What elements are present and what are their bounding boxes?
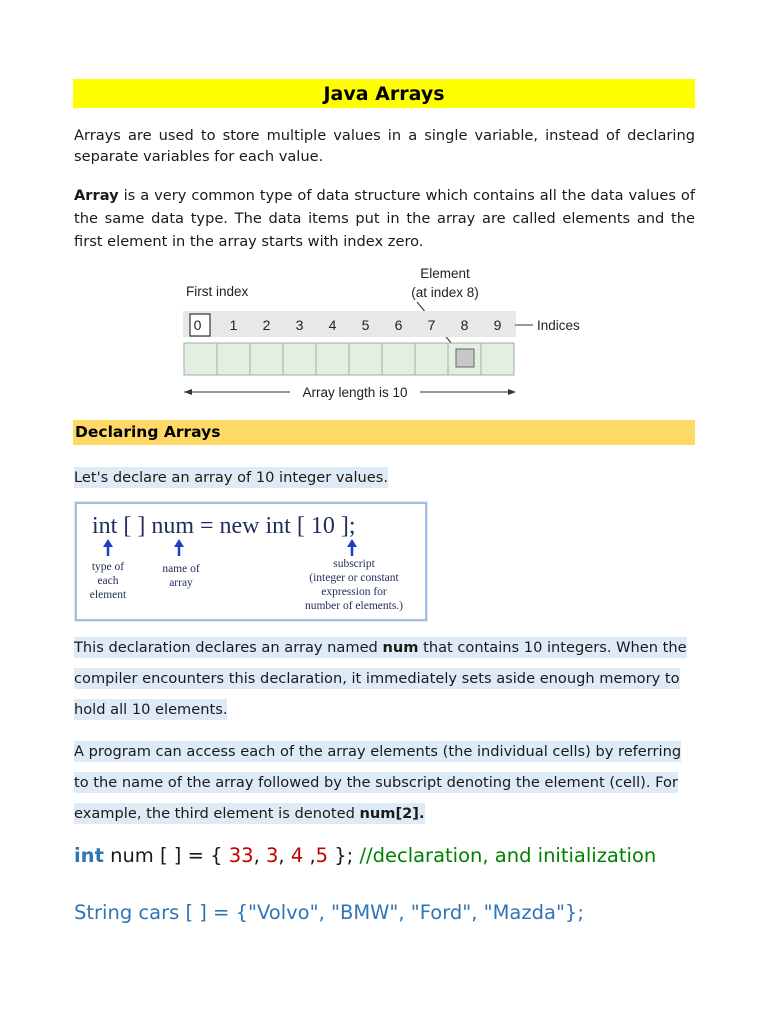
declaration-bold-num: num: [382, 639, 419, 656]
note-subscript-2: (integer or constant: [309, 572, 399, 584]
code-comment: //declaration, and initialization: [359, 844, 657, 867]
code-value-2: 3: [266, 844, 279, 867]
note-subscript-3: expression for: [321, 586, 387, 598]
index-label-3: 3: [295, 317, 304, 333]
definition-term: Array: [74, 187, 119, 204]
first-index-label: First index: [186, 284, 249, 299]
code-example-string: String cars [ ] = {"Volvo", "BMW", "Ford", "Mazda"};: [74, 901, 584, 924]
note-type-1: type of: [91, 561, 125, 573]
code-sep-1: ,: [253, 844, 266, 867]
declare-intro-paragraph: Let's declare an array of 10 integer values.: [74, 469, 389, 486]
code-close: };: [328, 844, 360, 867]
index-label-6: 6: [394, 317, 403, 333]
highlighted-element: [456, 349, 474, 367]
note-type-2: each: [97, 575, 119, 587]
page-title: Java Arrays: [323, 83, 445, 105]
declaration-paragraph: [74, 632, 695, 725]
note-subscript-1: subscript: [333, 558, 375, 570]
index-label-5: 5: [361, 317, 370, 333]
section-heading: Declaring Arrays: [75, 423, 221, 441]
array-cell-5: [349, 343, 382, 375]
declaration-text-1: This declaration declares an array named: [74, 639, 383, 656]
section-heading-bar: [73, 420, 695, 445]
index-label-1: 1: [229, 317, 238, 333]
index-label-2: 2: [262, 317, 271, 333]
element-label-line1: Element: [420, 266, 470, 281]
array-diagram: [170, 262, 610, 407]
title-banner: [73, 79, 695, 108]
length-arrow-left-head: [184, 389, 192, 395]
note-name-2: array: [169, 577, 193, 589]
indices-label: Indices: [537, 318, 580, 333]
definition-text: is a very common type of data structure which contains all the data values of the same data type. The data items put in the array are called elements and the first element in the array starts with index zero.: [74, 187, 695, 250]
array-length-label: Array length is 10: [302, 385, 408, 400]
index-label-9: 9: [493, 317, 502, 333]
index-label-7: 7: [427, 317, 436, 333]
array-cell-0: [184, 343, 217, 375]
access-paragraph: [74, 736, 695, 829]
code-decl: num [ ] = {: [103, 844, 229, 867]
array-cells: [184, 343, 514, 375]
array-cell-9: [481, 343, 514, 375]
code-value-3: 4: [290, 844, 304, 867]
intro-paragraph: Arrays are used to store multiple values in a single variable, instead of declaring separate variables for each value.: [74, 127, 695, 165]
code-sep-2: ,: [278, 844, 291, 867]
array-cell-1: [217, 343, 250, 375]
note-name-1: name of: [162, 563, 200, 575]
array-cell-2: [250, 343, 283, 375]
declaration-code-line: int [ ] num = new int [ 10 ];: [92, 513, 356, 539]
definition-paragraph: [74, 184, 695, 253]
index-label-8: 8: [460, 317, 469, 333]
access-text-1: A program can access each of the array elements (the individual cells) by referring to the name of the array followed by the subscript denoting the element (cell). For example, the third element is denoted: [74, 743, 682, 822]
declaration-figure-svg: [74, 501, 428, 622]
array-cell-7: [415, 343, 448, 375]
array-cell-3: [283, 343, 316, 375]
code-example-int: [74, 842, 656, 870]
code-keyword-int: int: [74, 844, 104, 867]
index-label-0: 0: [193, 317, 202, 333]
declaration-text-2: that contains 10 integers. When the compiler encounters this declaration, it immediately sets aside enough memory to hold all 10 elements.: [74, 639, 687, 718]
access-bold-subscript: num[2].: [359, 805, 425, 822]
length-arrow-right-head: [508, 389, 516, 395]
index-label-4: 4: [328, 317, 337, 333]
code-value-4: 5: [315, 844, 329, 867]
note-subscript-4: number of elements.): [304, 600, 404, 612]
element-label-line2: (at index 8): [411, 285, 479, 300]
array-cell-4: [316, 343, 349, 375]
declaration-figure: [74, 501, 428, 622]
code-sep-3: ,: [303, 844, 316, 867]
code-value-1: 33: [228, 844, 254, 867]
array-cell-6: [382, 343, 415, 375]
note-type-3: element: [89, 589, 127, 601]
